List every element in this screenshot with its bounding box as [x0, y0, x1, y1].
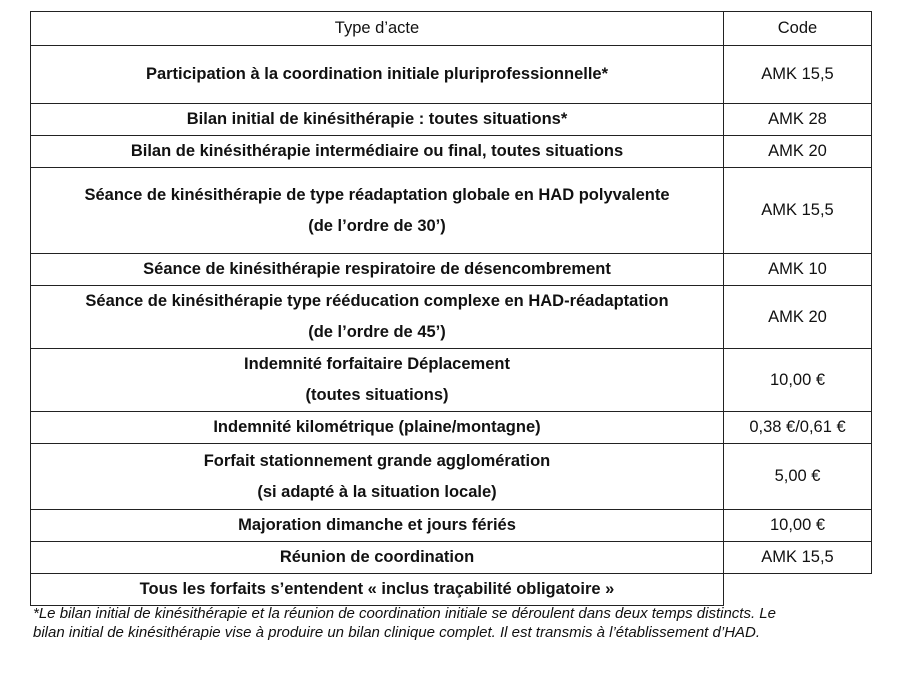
code-cell: 10,00 €	[724, 349, 872, 412]
act-sublabel: (toutes situations)	[305, 386, 449, 404]
table-footer-row	[31, 574, 872, 606]
act-label: Forfait stationnement grande agglomération	[203, 451, 551, 470]
code-cell: AMK 20	[724, 136, 872, 168]
table-row	[31, 46, 872, 104]
act-label: Séance de kinésithérapie respiratoire de désencombrement	[143, 260, 611, 278]
act-cell	[31, 254, 724, 286]
acts-table	[30, 11, 872, 606]
act-sublabel: (si adapté à la situation locale)	[257, 482, 497, 501]
table-row	[31, 444, 872, 510]
table-row	[31, 136, 872, 168]
footnote-line-2: bilan initial de kinésithérapie vise à produire un bilan clinique complet. Il est transmis à l’établissement d’HAD.	[33, 624, 761, 641]
act-label: Séance de kinésithérapie type rééducation complexe en HAD-réadaptation	[85, 292, 669, 310]
act-label: Réunion de coordination	[279, 548, 475, 566]
act-cell	[31, 412, 724, 444]
act-sublabel: (de l’ordre de 45’)	[308, 323, 446, 341]
act-cell	[31, 104, 724, 136]
code-cell: AMK 28	[724, 104, 872, 136]
code-cell: AMK 15,5	[724, 46, 872, 104]
act-cell	[31, 136, 724, 168]
table-row	[31, 168, 872, 254]
table-row	[31, 510, 872, 542]
act-cell	[31, 542, 724, 574]
footnote	[33, 604, 883, 642]
act-cell	[31, 286, 724, 349]
code-cell: AMK 15,5	[724, 168, 872, 254]
table-row	[31, 286, 872, 349]
header-type-acte: Type d’acte	[31, 12, 724, 46]
act-cell	[31, 46, 724, 104]
act-label: Indemnité forfaitaire Déplacement	[244, 355, 510, 373]
act-label: Majoration dimanche et jours fériés	[238, 516, 516, 534]
code-cell: 0,38 €/0,61 €	[724, 412, 872, 444]
code-cell: AMK 20	[724, 286, 872, 349]
empty-cell	[724, 574, 872, 606]
act-label: Participation à la coordination initiale pluriprofessionnelle*	[145, 65, 609, 83]
footer-note-cell: Tous les forfaits s’entendent « inclus traçabilité obligatoire »	[31, 574, 724, 606]
code-cell: AMK 10	[724, 254, 872, 286]
act-label: Bilan de kinésithérapie intermédiaire ou final, toutes situations	[130, 142, 624, 160]
code-cell: AMK 15,5	[724, 542, 872, 574]
header-code: Code	[724, 12, 872, 46]
act-cell	[31, 444, 724, 510]
act-label: Séance de kinésithérapie de type réadaptation globale en HAD polyvalente	[84, 185, 670, 204]
code-cell: 5,00 €	[724, 444, 872, 510]
code-cell: 10,00 €	[724, 510, 872, 542]
footnote-line-1: *Le bilan initial de kinésithérapie et la réunion de coordination initiale se déroulent dans deux temps distincts. Le	[33, 605, 776, 622]
act-sublabel: (de l’ordre de 30’)	[308, 216, 446, 235]
act-cell	[31, 349, 724, 412]
act-cell	[31, 168, 724, 254]
table-row	[31, 254, 872, 286]
act-label: Indemnité kilométrique (plaine/montagne)	[213, 418, 541, 436]
act-label: Bilan initial de kinésithérapie : toutes situations*	[186, 110, 568, 128]
table-header-row	[31, 12, 872, 46]
act-cell	[31, 510, 724, 542]
table-row	[31, 104, 872, 136]
table-row	[31, 349, 872, 412]
table-row	[31, 542, 872, 574]
table-row	[31, 412, 872, 444]
